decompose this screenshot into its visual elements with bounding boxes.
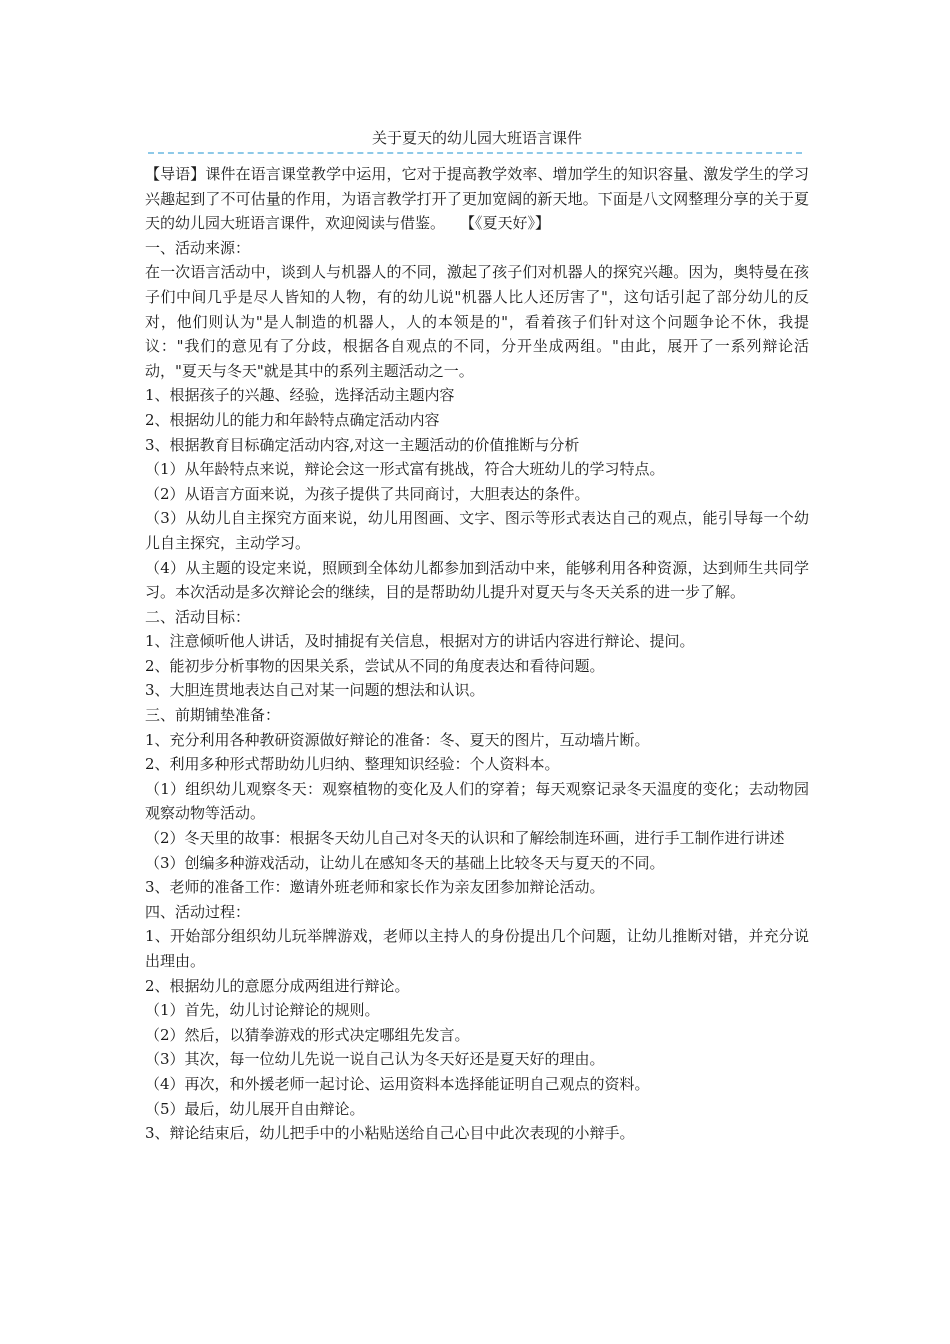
sub-list-item: （3）从幼儿自主探究方面来说，幼儿用图画、文字、图示等形式表达自己的观点，能引导每一个幼儿自主探究，主动学习。: [145, 509, 809, 552]
list-item: 2、能初步分析事物的因果关系，尝试从不同的角度表达和看待问题。: [145, 656, 605, 675]
sub-list-item: （2）冬天里的故事：根据冬天幼儿自己对冬天的认识和了解绘制连环画，进行手工制作进行讲述: [145, 829, 785, 848]
section-heading: 二、活动目标：: [145, 607, 251, 626]
document-body: [145, 162, 809, 1146]
title-divider: [148, 152, 802, 154]
paragraph: 在一次语言活动中，谈到人与机器人的不同，激起了孩子们对机器人的探究兴趣。因为，奥特曼在孩子们中间几乎是尽人皆知的人物，有的幼儿说"机器人比人还厉害了"，这句话引起了部分幼儿的反对，他们则认为"是人制造的机器人，人的本领是的"，看着孩子们针对这个问题争论不休，我提议："我们的意见有了分歧，根据各自观点的不同，分开坐成两组。"由此，展开了一系列辩论活动，"夏天与冬天"就是其中的系列主题活动之一。: [145, 263, 809, 380]
sub-list-item: （1）从年龄特点来说，辩论会这一形式富有挑战，符合大班幼儿的学习特点。: [145, 460, 665, 479]
list-item: 1、开始部分组织幼儿玩举牌游戏，老师以主持人的身份提出几个问题，让幼儿推断对错，并充分说出理由。: [145, 927, 809, 970]
list-item: 3、老师的准备工作：邀请外班老师和家长作为亲友团参加辩论活动。: [145, 878, 605, 897]
sub-list-item: （5）最后，幼儿展开自由辩论。: [145, 1099, 365, 1118]
document-page: [145, 128, 809, 1146]
section-heading: 三、前期铺垫准备：: [145, 706, 281, 725]
list-item: 1、注意倾听他人讲话，及时捕捉有关信息，根据对方的讲话内容进行辩论、提问。: [145, 632, 695, 651]
sub-list-item: （3）其次，每一位幼儿先说一说自己认为冬天好还是夏天好的理由。: [145, 1050, 605, 1069]
list-item: 2、根据幼儿的意愿分成两组进行辩论。: [145, 976, 410, 995]
sub-list-item: （4）从主题的设定来说，照顾到全体幼儿都参加到活动中来，能够利用各种资源，达到师生共同学习。本次活动是多次辩论会的继续，目的是帮助幼儿提升对夏天与冬天关系的进一步了解。: [145, 558, 809, 602]
sub-list-item: （4）再次，和外援老师一起讨论、运用资料本选择能证明自己观点的资料。: [145, 1074, 650, 1093]
list-item: 3、根据教育目标确定活动内容,对这一主题活动的价值推断与分析: [145, 435, 580, 454]
sub-list-item: （2）从语言方面来说，为孩子提供了共同商讨，大胆表达的条件。: [145, 484, 590, 503]
section-heading: 四、活动过程：: [145, 902, 251, 921]
list-item: 1、充分利用各种教研资源做好辩论的准备：冬、夏天的图片，互动墙片断。: [145, 730, 650, 749]
sub-list-item: （1）组织幼儿观察冬天：观察植物的变化及人们的穿着；每天观察记录冬天温度的变化；去动物园观察动物等活动。: [145, 779, 809, 823]
sub-list-item: （3）创编多种游戏活动，让幼儿在感知冬天的基础上比较冬天与夏天的不同。: [145, 853, 665, 872]
list-item: 1、根据孩子的兴趣、经验，选择活动主题内容: [145, 386, 455, 405]
list-item: 2、根据幼儿的能力和年龄特点确定活动内容: [145, 410, 440, 429]
intro-paragraph: 【导语】课件在语言课堂教学中运用，它对于提高教学效率、增加学生的知识容量、激发学生的学习兴趣起到了不可估量的作用，为语言教学打开了更加宽阔的新天地。下面是八文网整理分享的关于夏天的幼儿园大班语言课件，欢迎阅读与借鉴。 【《夏天好》】: [145, 165, 809, 233]
section-heading: 一、活动来源：: [145, 238, 251, 257]
sub-list-item: （1）首先，幼儿讨论辩论的规则。: [145, 1001, 380, 1020]
sub-list-item: （2）然后，以猜拳游戏的形式决定哪组先发言。: [145, 1025, 470, 1044]
document-title: 关于夏天的幼儿园大班语言课件: [371, 129, 582, 147]
list-item: 3、辩论结束后，幼儿把手中的小粘贴送给自己心目中此次表现的小辩手。: [145, 1124, 635, 1143]
list-item: 3、大胆连贯地表达自己对某一问题的想法和认识。: [145, 681, 485, 700]
list-item: 2、利用多种形式帮助幼儿归纳、整理知识经验：个人资料本。: [145, 755, 560, 774]
